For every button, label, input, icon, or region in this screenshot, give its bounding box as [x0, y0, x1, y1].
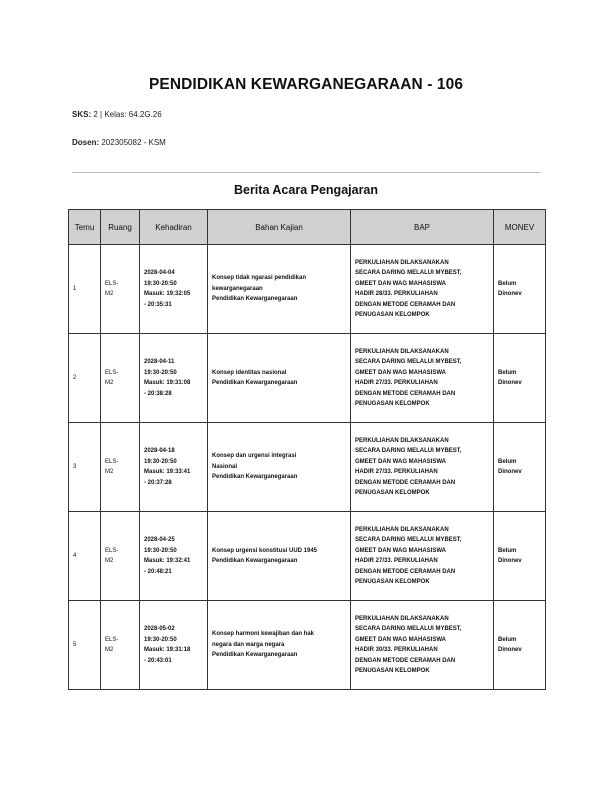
header-monev: MONEV [494, 210, 546, 245]
cell-bap-line: PERKULIAHAN DILAKSANAKAN [355, 615, 449, 622]
cell-bap-line: SECARA DARING MELALUI MYBEST, [355, 359, 462, 365]
cell-bap [351, 512, 494, 601]
cell-bahan-kajian-line: Konsep tidak ngarasi pendidikan [212, 275, 307, 282]
header-bahan-kajian: Bahan Kajian [208, 210, 351, 245]
sks-kelas-info [72, 110, 162, 119]
cell-bap-line: HADIR 27/33. PERKULIAHAN [355, 469, 438, 475]
cell-monev [494, 423, 546, 512]
cell-ruang-line: M2 [105, 469, 114, 475]
header-ruang: Ruang [101, 210, 140, 245]
header-kehadiran: Kehadiran [140, 210, 208, 245]
cell-kehadiran [140, 512, 208, 601]
cell-bap [351, 423, 494, 512]
cell-bahan-kajian [208, 601, 351, 690]
cell-monev-line: Belum [498, 280, 517, 287]
cell-bahan-kajian-line: Konsep harmoni kewajiban dan hak [212, 631, 315, 638]
cell-kehadiran-line: Masuk: 19:31:08 [144, 380, 191, 386]
cell-bap-line: PERKULIAHAN DILAKSANAKAN [355, 437, 449, 444]
cell-kehadiran-line: Masuk: 19:32:05 [144, 291, 191, 297]
cell-bahan-kajian-line: Konsep dan urgensi integrasi [212, 453, 297, 460]
cell-bap-line: PENUGASAN KELOMPOK [355, 668, 430, 674]
dosen-value: 202305082 - KSM [101, 138, 166, 147]
cell-kehadiran [140, 245, 208, 334]
cell-bahan-kajian-line: negara dan warga negara [212, 641, 285, 648]
cell-monev-line: Belum [498, 547, 517, 554]
cell-bap-line: SECARA DARING MELALUI MYBEST, [355, 270, 462, 276]
cell-kehadiran-line: 2028-04-25 [144, 537, 175, 543]
table-row [69, 423, 546, 512]
cell-kehadiran-line: - 20:38:28 [144, 390, 172, 397]
table-header-row [69, 210, 546, 245]
cell-ruang-line: ELS- [105, 280, 119, 287]
cell-ruang-line: M2 [105, 380, 114, 386]
cell-ruang-line: ELS- [105, 458, 119, 465]
cell-bap-line: GMEET DAN WAG MAHASISWA [355, 458, 446, 465]
cell-ruang [101, 334, 140, 423]
cell-kehadiran [140, 423, 208, 512]
cell-bap-line: DENGAN METODE CERAMAH DAN [355, 657, 456, 664]
cell-temu: 2 [69, 334, 101, 423]
cell-kehadiran-line: - 20:35:31 [144, 301, 172, 308]
cell-monev [494, 512, 546, 601]
cell-bap [351, 334, 494, 423]
cell-monev-line: Belum [498, 369, 517, 376]
cell-bap-line: PENUGASAN KELOMPOK [355, 312, 430, 318]
cell-kehadiran-line: Masuk: 19:31:18 [144, 647, 191, 653]
cell-monev-line: Dinonev [498, 291, 522, 297]
cell-bap-line: HADIR 28/33. PERKULIAHAN [355, 291, 438, 297]
cell-bap-line: GMEET DAN WAG MAHASISWA [355, 547, 446, 554]
cell-bahan-kajian [208, 334, 351, 423]
cell-kehadiran-line: Masuk: 19:33:41 [144, 469, 191, 475]
cell-ruang [101, 512, 140, 601]
cell-bap-line: HADIR 27/33. PERKULIAHAN [355, 380, 438, 386]
cell-ruang [101, 601, 140, 690]
cell-ruang-line: M2 [105, 647, 114, 653]
cell-bahan-kajian-line: Konsep identitas nasional [212, 369, 287, 376]
cell-kehadiran-line: 2028-04-18 [144, 448, 175, 454]
cell-bahan-kajian [208, 423, 351, 512]
cell-temu: 5 [69, 601, 101, 690]
cell-bahan-kajian [208, 245, 351, 334]
cell-bap-line: PENUGASAN KELOMPOK [355, 401, 430, 407]
cell-kehadiran-line: 2028-04-04 [144, 270, 175, 276]
cell-bap-line: PERKULIAHAN DILAKSANAKAN [355, 526, 449, 533]
cell-kehadiran-line: - 20:43:01 [144, 657, 172, 664]
cell-bahan-kajian [208, 512, 351, 601]
cell-bap [351, 245, 494, 334]
cell-bap-line: GMEET DAN WAG MAHASISWA [355, 636, 446, 643]
dosen-label: Dosen: [72, 138, 100, 147]
cell-bap-line: DENGAN METODE CERAMAH DAN [355, 479, 456, 486]
cell-kehadiran-line: - 20:48:21 [144, 568, 172, 575]
table-row [69, 334, 546, 423]
cell-kehadiran-line: 19:30-20:50 [144, 458, 177, 465]
cell-bahan-kajian-line: Pendidikan Kewarganegaraan [212, 474, 298, 481]
cell-kehadiran-line: Masuk: 19:32:41 [144, 558, 191, 564]
cell-bap-line: PERKULIAHAN DILAKSANAKAN [355, 259, 449, 266]
divider [72, 172, 540, 173]
cell-ruang-line: M2 [105, 558, 114, 564]
cell-bap-line: SECARA DARING MELALUI MYBEST, [355, 537, 462, 543]
cell-bap-line: SECARA DARING MELALUI MYBEST, [355, 448, 462, 454]
cell-ruang-line: ELS- [105, 636, 119, 643]
cell-bap-line: HADIR 30/33. PERKULIAHAN [355, 647, 438, 653]
cell-monev-line: Belum [498, 458, 517, 465]
cell-monev-line: Dinonev [498, 380, 522, 386]
cell-bahan-kajian-line: Pendidikan Kewarganegaraan [212, 558, 298, 564]
section-title: Berita Acara Pengajaran [233, 183, 379, 197]
cell-kehadiran-line: 2028-04-11 [144, 359, 175, 365]
cell-kehadiran-line: 19:30-20:50 [144, 369, 177, 376]
cell-bahan-kajian-line: Pendidikan Kewarganegaraan [212, 652, 298, 659]
cell-monev-line: Dinonev [498, 558, 522, 564]
cell-monev [494, 334, 546, 423]
cell-kehadiran-line: 19:30-20:50 [144, 280, 177, 287]
table-row [69, 601, 546, 690]
cell-bap-line: PERKULIAHAN DILAKSANAKAN [355, 348, 449, 355]
cell-monev-line: Dinonev [498, 469, 522, 475]
cell-bahan-kajian-line: Konsep urgensi konstitusi UUD 1945 [212, 547, 318, 554]
cell-bap-line: GMEET DAN WAG MAHASISWA [355, 369, 446, 376]
cell-bap-line: SECARA DARING MELALUI MYBEST, [355, 626, 462, 632]
sks-kelas-value: 2 | Kelas: 64.2G.26 [93, 110, 162, 119]
cell-kehadiran-line: 19:30-20:50 [144, 547, 177, 554]
table-row [69, 245, 546, 334]
header-bap: BAP [351, 210, 494, 245]
cell-bap-line: PENUGASAN KELOMPOK [355, 490, 430, 496]
cell-ruang-line: ELS- [105, 547, 119, 554]
cell-ruang [101, 423, 140, 512]
cell-bap-line: PENUGASAN KELOMPOK [355, 579, 430, 585]
cell-ruang [101, 245, 140, 334]
cell-kehadiran [140, 334, 208, 423]
cell-monev [494, 245, 546, 334]
cell-kehadiran-line: 19:30-20:50 [144, 636, 177, 643]
cell-bap-line: GMEET DAN WAG MAHASISWA [355, 280, 446, 287]
cell-bahan-kajian-line: Nasional [212, 463, 238, 470]
sks-label: SKS: [72, 110, 92, 119]
cell-bap-line: DENGAN METODE CERAMAH DAN [355, 568, 456, 575]
cell-kehadiran-line: - 20:37:28 [144, 479, 172, 486]
cell-bap-line: DENGAN METODE CERAMAH DAN [355, 390, 456, 397]
berita-acara-table [68, 209, 546, 690]
cell-monev-line: Belum [498, 636, 517, 643]
cell-bap-line: HADIR 27/33. PERKULIAHAN [355, 558, 438, 564]
cell-bahan-kajian-line: Pendidikan Kewarganegaraan [212, 380, 298, 386]
cell-temu: 4 [69, 512, 101, 601]
cell-ruang-line: ELS- [105, 369, 119, 376]
cell-bap [351, 601, 494, 690]
cell-monev [494, 601, 546, 690]
dosen-info [72, 138, 166, 147]
cell-temu: 3 [69, 423, 101, 512]
page-title: PENDIDIKAN KEWARGANEGARAAN - 106 [148, 76, 464, 93]
header-temu: Temu [69, 210, 101, 245]
cell-kehadiran-line: 2028-05-02 [144, 626, 175, 632]
cell-bahan-kajian-line: Pendidikan Kewarganegaraan [212, 296, 298, 303]
table-row [69, 512, 546, 601]
cell-monev-line: Dinonev [498, 647, 522, 653]
cell-bap-line: DENGAN METODE CERAMAH DAN [355, 301, 456, 308]
cell-bahan-kajian-line: kewarganegaraan [212, 285, 263, 292]
cell-ruang-line: M2 [105, 291, 114, 297]
cell-kehadiran [140, 601, 208, 690]
cell-temu: 1 [69, 245, 101, 334]
